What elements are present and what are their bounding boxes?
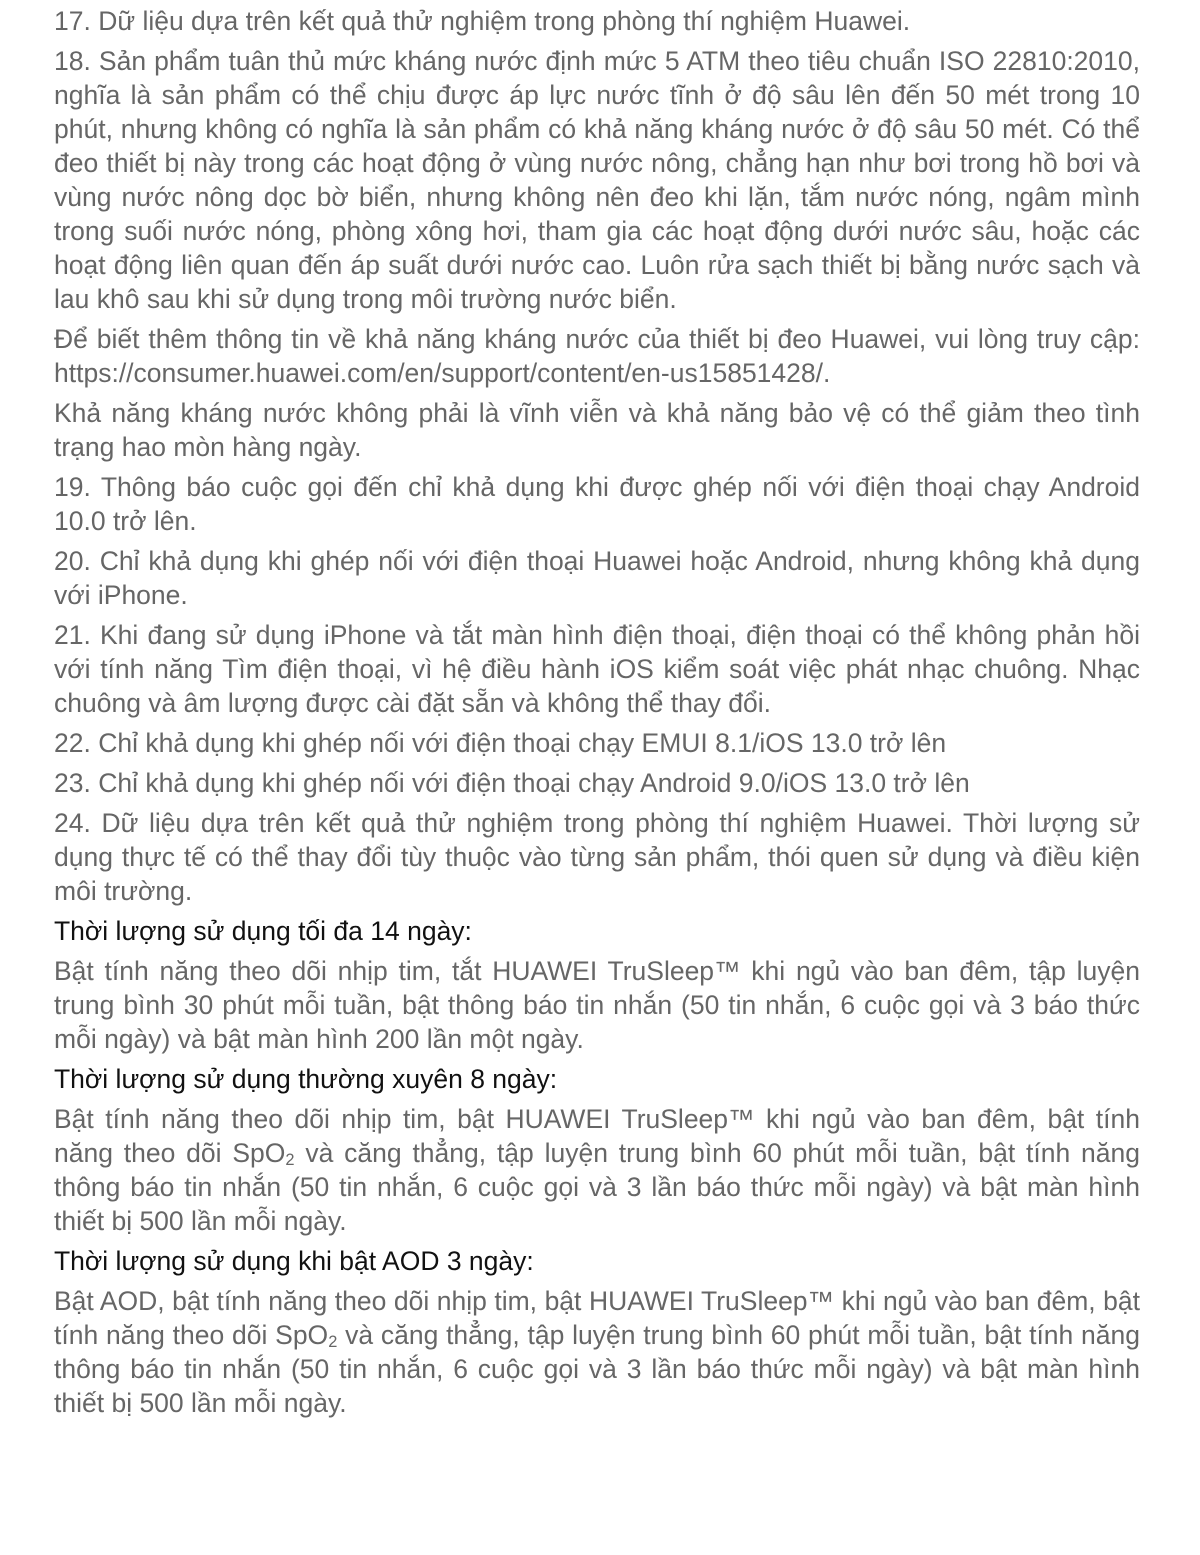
battery-aod-body: [54, 1284, 1140, 1420]
battery-aod-body-a: Bật AOD, bật tính năng theo dõi nhịp tim, bật HUAWEI TruSleep™ khi ngủ vào ban đêm, bật tính năng theo dõi SpO: [54, 1286, 1140, 1350]
battery-typical-body: [54, 1102, 1140, 1238]
footnote-18-more-info: Để biết thêm thông tin về khả năng kháng nước của thiết bị đeo Huawei, vui lòng truy cập: https://consumer.huawei.com/en/support/content/en-us15851428/.: [54, 324, 1140, 388]
battery-typical-body-a: Bật tính năng theo dõi nhịp tim, bật HUAWEI TruSleep™ khi ngủ vào ban đêm, bật tính năng theo dõi SpO: [54, 1104, 1140, 1168]
battery-typical-heading: Thời lượng sử dụng thường xuyên 8 ngày:: [54, 1064, 558, 1094]
footnote-24: 24. Dữ liệu dựa trên kết quả thử nghiệm trong phòng thí nghiệm Huawei. Thời lượng sử dụng thực tế có thể thay đổi tùy thuộc vào từng sản phẩm, thói quen sử dụng và điều kiện môi trường.: [54, 808, 1140, 906]
footnote-19: 19. Thông báo cuộc gọi đến chỉ khả dụng khi được ghép nối với điện thoại chạy Android 10.0 trở lên.: [54, 472, 1140, 536]
battery-max-body: Bật tính năng theo dõi nhịp tim, tắt HUAWEI TruSleep™ khi ngủ vào ban đêm, tập luyện trung bình 30 phút mỗi tuần, bật thông báo tin nhắn (50 tin nhắn, 6 cuộc gọi và 3 báo thức mỗi ngày) và bật màn hình 200 lần một ngày.: [54, 956, 1140, 1054]
footnote-23: 23. Chỉ khả dụng khi ghép nối với điện thoại chạy Android 9.0/iOS 13.0 trở lên: [54, 768, 970, 798]
spo2-subscript: 2: [328, 1332, 338, 1351]
footnote-18-wear-note: Khả năng kháng nước không phải là vĩnh viễn và khả năng bảo vệ có thể giảm theo tình trạng hao mòn hàng ngày.: [54, 398, 1140, 462]
battery-max-heading: Thời lượng sử dụng tối đa 14 ngày:: [54, 916, 472, 946]
footnote-17: 17. Dữ liệu dựa trên kết quả thử nghiệm trong phòng thí nghiệm Huawei.: [54, 6, 911, 36]
battery-typical-body-b: và căng thẳng, tập luyện trung bình 60 phút mỗi tuần, bật tính năng thông báo tin nhắn (50 tin nhắn, 6 cuộc gọi và 3 lần báo thức mỗi ngày) và bật màn hình thiết bị 500 lần mỗi ngày.: [54, 1138, 1140, 1236]
footnote-20: 20. Chỉ khả dụng khi ghép nối với điện thoại Huawei hoặc Android, nhưng không khả dụng với iPhone.: [54, 546, 1140, 610]
footnote-18: 18. Sản phẩm tuân thủ mức kháng nước định mức 5 ATM theo tiêu chuẩn ISO 22810:2010, nghĩa là sản phẩm có thể chịu được áp lực nước tĩnh ở độ sâu lên đến 50 mét trong 10 phút, nhưng không có nghĩa là sản phẩm có khả năng kháng nước ở độ sâu 50 mét. Có thể đeo thiết bị này trong các hoạt động ở vùng nước nông, chẳng hạn như bơi trong hồ bơi và vùng nước nông dọc bờ biển, nhưng không nên đeo khi lặn, tắm nước nóng, ngâm mình trong suối nước nóng, phòng xông hơi, tham gia các hoạt động dưới nước sâu, hoặc các hoạt động liên quan đến áp suất dưới nước cao. Luôn rửa sạch thiết bị bằng nước sạch và lau khô sau khi sử dụng trong môi trường nước biển.: [54, 46, 1140, 314]
battery-aod-body-b: và căng thẳng, tập luyện trung bình 60 phút mỗi tuần, bật tính năng thông báo tin nhắn (50 tin nhắn, 6 cuộc gọi và 3 lần báo thức mỗi ngày) và bật màn hình thiết bị 500 lần mỗi ngày.: [54, 1320, 1141, 1418]
footnote-22: 22. Chỉ khả dụng khi ghép nối với điện thoại chạy EMUI 8.1/iOS 13.0 trở lên: [54, 728, 947, 758]
footnote-21: 21. Khi đang sử dụng iPhone và tắt màn hình điện thoại, điện thoại có thể không phản hồi với tính năng Tìm điện thoại, vì hệ điều hành iOS kiểm soát việc phát nhạc chuông. Nhạc chuông và âm lượng được cài đặt sẵn và không thể thay đổi.: [54, 620, 1140, 718]
battery-aod-heading: Thời lượng sử dụng khi bật AOD 3 ngày:: [54, 1246, 534, 1276]
spo2-subscript: 2: [285, 1150, 295, 1169]
footnotes-document: [54, 4, 1140, 1426]
